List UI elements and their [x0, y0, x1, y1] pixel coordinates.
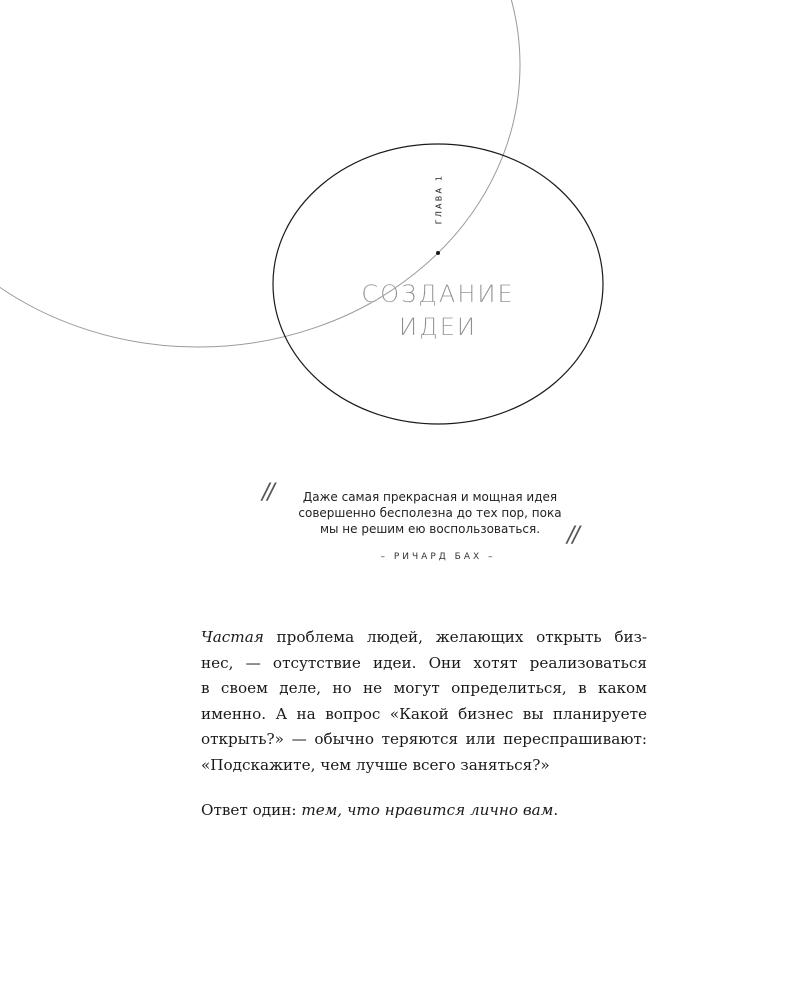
- epigraph-quote: [270, 489, 590, 537]
- answer-end: .: [553, 801, 559, 819]
- body-first-word: Частая: [201, 628, 264, 646]
- epigraph-line: совершенно бесполезна до тех пор, пока: [298, 506, 562, 520]
- quote-open-mark: //: [262, 480, 273, 505]
- body-line: именно. А на вопрос «Какой бизнес вы планируете: [201, 704, 647, 723]
- answer-emphasis: тем, что нравится лично вам: [301, 801, 554, 819]
- body-line: открыть?» — обычно теряются или переспрашивают:: [201, 730, 647, 748]
- body-paragraph: [201, 625, 647, 778]
- epigraph-line: Даже самая прекрасная и мощная идея: [302, 490, 558, 504]
- chapter-number-label: ГЛАВА 1: [434, 173, 444, 225]
- epigraph-author: – РИЧАРД БАХ –: [380, 552, 496, 562]
- chapter-dot: [436, 251, 440, 255]
- answer-lead: Ответ один:: [201, 801, 302, 819]
- chapter-title-line-2: ИДЕИ: [398, 313, 478, 341]
- body-line: [201, 625, 647, 651]
- chapter-title-line-1: СОЗДАНИЕ: [361, 280, 515, 308]
- body-line: «Подскажите, чем лучше всего заняться?»: [201, 755, 550, 774]
- body-line: нес, — отсутствие идеи. Они хотят реализоваться: [201, 653, 647, 672]
- quote-close-mark: //: [567, 523, 578, 548]
- body-line: в своем деле, но не могут определиться, в каком: [201, 679, 647, 697]
- epigraph-line: мы не решим ею воспользоваться.: [319, 522, 541, 536]
- answer-paragraph: [201, 798, 647, 823]
- chapter-title: [288, 278, 588, 344]
- body-line-rest: проблема людей, желающих открыть биз-: [263, 628, 647, 646]
